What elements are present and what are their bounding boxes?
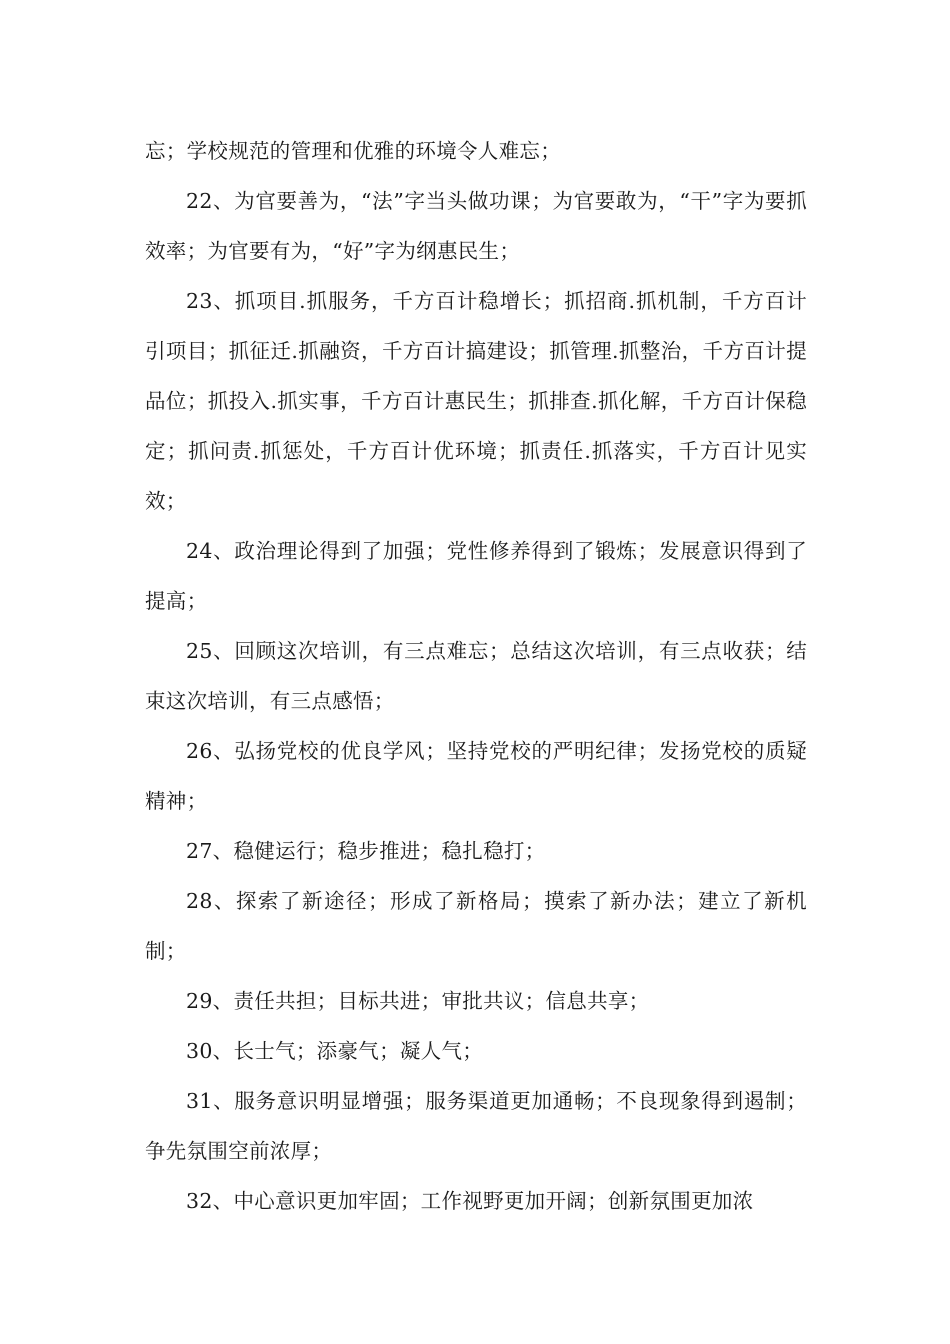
paragraph-27: 27、稳健运行；稳步推进；稳扎稳打； — [186, 839, 546, 863]
paragraph-25: 25、回顾这次培训，有三点难忘；总结这次培训，有三点收获；结束这次培训，有三点感悟； — [145, 639, 807, 713]
paragraph-29: 29、责任共担；目标共进；审批共议；信息共享； — [186, 989, 650, 1013]
paragraph-32: 32、中心意识更加牢固；工作视野更加开阔；创新氛围更加浓 — [186, 1189, 754, 1213]
paragraph-23: 23、抓项目.抓服务，千方百计稳增长；抓招商.抓机制，千方百计引项目；抓征迁.抓融资，千方百计搞建设；抓管理.抓整治，千方百计提品位；抓投入.抓实事，千方百计惠民生；抓排查.抓化解，千方百计保稳定；抓问责.抓惩处，千方百计优环境；抓责任.抓落实，千方百计见实效； — [145, 289, 807, 513]
document-body — [145, 126, 807, 1226]
paragraph-22: 22、为官要善为，“法”字当头做功课；为官要敢为，“干”字为要抓效率；为官要有为，“好”字为纲惠民生； — [145, 189, 807, 263]
paragraph-31: 31、服务意识明显增强；服务渠道更加通畅；不良现象得到遏制；争先氛围空前浓厚； — [145, 1089, 807, 1163]
paragraph-24: 24、政治理论得到了加强；党性修养得到了锻炼；发展意识得到了提高； — [145, 539, 807, 613]
paragraph-28: 28、探索了新途径；形成了新格局；摸索了新办法；建立了新机制； — [145, 889, 807, 963]
paragraph-30: 30、长士气；添豪气；凝人气； — [186, 1039, 484, 1063]
paragraph-continuation: 忘；学校规范的管理和优雅的环境令人难忘； — [145, 139, 561, 163]
paragraph-26: 26、弘扬党校的优良学风；坚持党校的严明纪律；发扬党校的质疑精神； — [145, 739, 807, 813]
